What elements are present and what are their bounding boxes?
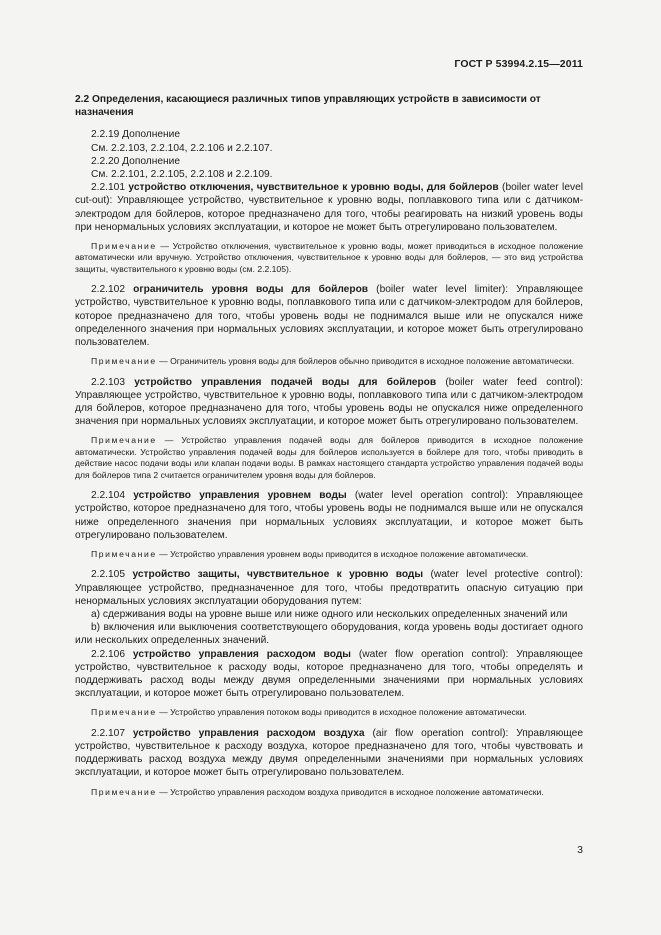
note-104: Примечание — Устройство управления уровнем воды приводится в исходное положение автоматически. bbox=[91, 548, 529, 559]
item-see-1: См. 2.2.103, 2.2.104, 2.2.106 и 2.2.107. bbox=[91, 142, 273, 154]
term-106: устройство управления расходом воды bbox=[132, 648, 351, 660]
item-2-2-19: 2.2.19 Дополнение bbox=[91, 129, 181, 141]
term-101: устройство отключения, чувствительное к уровню воды, для бойлеров bbox=[128, 182, 499, 194]
definition-2-2-102: 2.2.102 ограничитель уровня воды для бойлеров (boiler water level limiter): Управляющее устройство, чувствительное к уровню воды, поплавкового типа или с датчиком-электродом для бойлеров, которое предназначено для того, чтобы уровень воды не поднимался выше или не опускался ниже определенного значения при нормальных условиях эксплуатации, и которое может быть отрегулировано пользователем. bbox=[75, 284, 583, 349]
page-number: 3 bbox=[577, 844, 583, 856]
note-101: Примечание — Устройство отключения, чувствительное к уровню воды, может приводиться в исходное положение автоматически или вручную. Устройство отключения, чувствительное к уровню воды для бойлеров, — это вид устройства защиты, чувствительного к уровню воды (см. 2.2.105). bbox=[75, 241, 583, 274]
section-title: 2.2 Определения, касающиеся различных типов управляющих устройств в зависимости от назначения bbox=[75, 94, 541, 119]
definition-2-2-107: 2.2.107 устройство управления расходом воздуха (air flow operation control): Управляющее устройство, чувствительное к расходу воздуха, которое предназначено для того, чтобы чувствовать и поддерживать расход воздуха между двумя определенными значениями при нормальных условиях эксплуатации, и которое может быть отрегулировано пользователем. bbox=[75, 727, 583, 779]
note-107: Примечание — Устройство управления расходом воздуха приводится в исходное положение автоматически. bbox=[91, 786, 544, 797]
standard-header: ГОСТ Р 53994.2.15—2011 bbox=[454, 58, 583, 70]
note-106: Примечание — Устройство управления потоком воды приводится в исходное положение автоматически. bbox=[91, 707, 527, 718]
definition-2-2-103: 2.2.103 устройство управления подачей воды для бойлеров (boiler water feed control): Управляющее устройство, чувствительное к уровню воды, поплавкового типа или с датчиком-электродом для бойлеров, которое предназначено для того, чтобы уровень воды не опускался ниже определенного значения при нормальных условиях эксплуатации, и которое может быть отрегулировано пользователем. bbox=[75, 376, 583, 428]
note-102: Примечание — Ограничитель уровня воды для бойлеров обычно приводится в исходное положение автоматически. bbox=[91, 356, 575, 367]
definition-2-2-101: 2.2.101 устройство отключения, чувствительное к уровню воды, для бойлеров (boiler water level cut-out): Управляющее устройство, чувствительное к уровню воды, поплавкового типа или с датчиком-электродом для бойлеров, которое предназначено для того, чтобы реагировать на низкий уровень воды при ненормальных условиях эксплуатации, и которое не может быть отрегулировано пользователем. bbox=[75, 182, 584, 233]
list-item-b: b) включения или выключения соответствующего оборудования, когда уровень воды достигает одного или нескольких определенных значений. bbox=[75, 622, 583, 647]
definition-2-2-104: 2.2.104 устройство управления уровнем воды (water level operation control): Управляющее устройство, которое предназначено для того, чтобы уровень воды не поднимался выше или не опускался ниже определенного значения при нормальных условиях эксплуатации, и которое может быть отрегулировано пользователем. bbox=[75, 490, 583, 541]
term-105: устройство защиты, чувствительное к уровню воды bbox=[132, 569, 424, 581]
term-102: ограничитель уровня воды для бойлеров bbox=[133, 284, 369, 296]
item-see-2: См. 2.2.101, 2.2.105, 2.2.108 и 2.2.109. bbox=[91, 169, 273, 181]
term-107: устройство управления расходом воздуха bbox=[132, 727, 365, 739]
definition-2-2-105: 2.2.105 устройство защиты, чувствительное к уровню воды (water level protective control): Управляющее устройство, предназначенное для того, чтобы предотвратить опасную ситуацию при ненормальных условиях эксплуатации оборудования путем: bbox=[75, 569, 584, 607]
term-104: устройство управления уровнем воды bbox=[133, 490, 347, 502]
page-content bbox=[75, 93, 583, 806]
item-2-2-20: 2.2.20 Дополнение bbox=[91, 155, 181, 167]
definition-2-2-106: 2.2.106 устройство управления расходом воды (water flow operation control): Управляющее устройство, чувствительное к расходу воды, которое предназначено для того, чтобы определять и поддерживать расход воды между двумя определенными значениями при нормальных условиях эксплуатации, и которое может быть отрегулировано пользователем. bbox=[75, 648, 583, 700]
note-103: Примечание — Устройство управления подачей воды для бойлеров приводится в исходное положение автоматически. Устройство управления подачей воды для бойлеров используется в бойлере для того, чтобы приводить в действие насос подачи воды или клапан подачи воды. В рамках настоящего стандарта устройство управления подачей воды для бойлеров типа 2 считается ограничителем уровня воды для бойлеров. bbox=[75, 435, 583, 480]
list-item-a: а) сдерживания воды на уровне выше или ниже одного или нескольких определенных значений или bbox=[91, 608, 568, 620]
term-103: устройство управления подачей воды для бойлеров bbox=[134, 376, 437, 388]
